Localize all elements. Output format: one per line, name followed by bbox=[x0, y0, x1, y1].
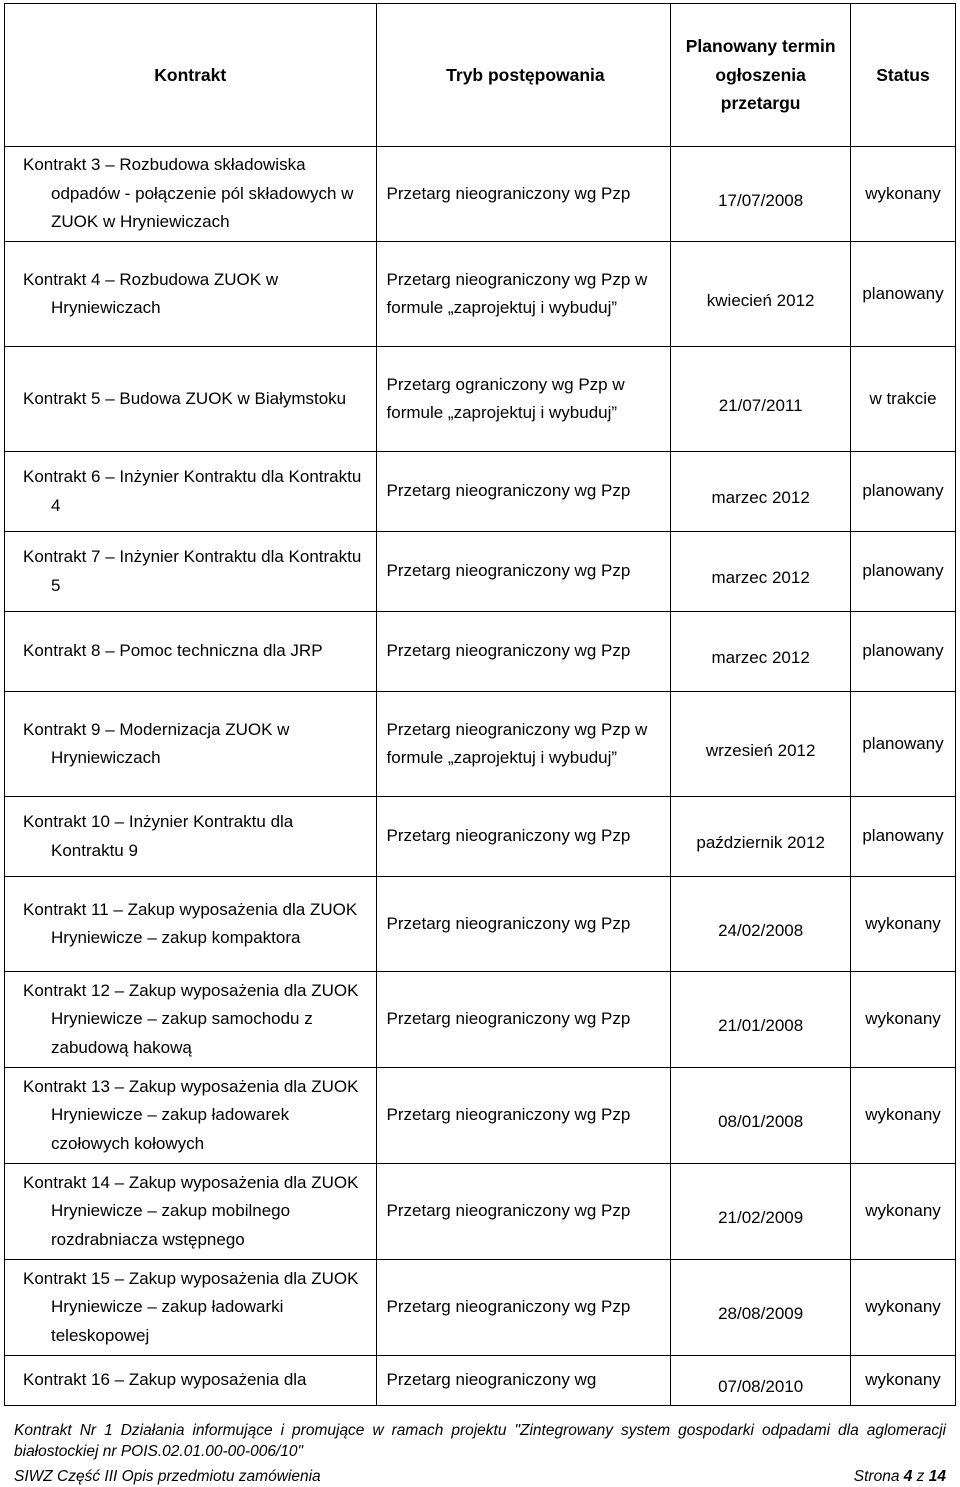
cell-kontrakt: Kontrakt 5 – Budowa ZUOK w Białymstoku bbox=[5, 347, 377, 452]
cell-termin: 21/07/2011 bbox=[671, 347, 851, 452]
cell-tryb: Przetarg nieograniczony wg Pzp bbox=[376, 1260, 671, 1356]
cell-tryb: Przetarg nieograniczony wg Pzp bbox=[376, 532, 671, 612]
table-row bbox=[5, 1356, 956, 1406]
cell-tryb: Przetarg nieograniczony wg Pzp bbox=[376, 612, 671, 692]
table-row bbox=[5, 147, 956, 242]
table-row bbox=[5, 532, 956, 612]
cell-kontrakt: Kontrakt 9 – Modernizacja ZUOK w Hryniewiczach bbox=[5, 692, 377, 797]
cell-termin: 07/08/2010 bbox=[671, 1356, 851, 1406]
cell-tryb: Przetarg nieograniczony wg Pzp bbox=[376, 1164, 671, 1260]
cell-status: wykonany bbox=[850, 147, 955, 242]
table-row bbox=[5, 452, 956, 532]
cell-status: planowany bbox=[850, 797, 955, 877]
cell-termin: 21/02/2009 bbox=[671, 1164, 851, 1260]
cell-termin: 17/07/2008 bbox=[671, 147, 851, 242]
cell-kontrakt: Kontrakt 11 – Zakup wyposażenia dla ZUOK Hryniewicze – zakup kompaktora bbox=[5, 877, 377, 972]
table-row bbox=[5, 877, 956, 972]
cell-termin: wrzesień 2012 bbox=[671, 692, 851, 797]
header-tryb: Tryb postępowania bbox=[376, 4, 671, 147]
cell-tryb: Przetarg nieograniczony wg Pzp bbox=[376, 972, 671, 1068]
page-number bbox=[854, 1466, 946, 1487]
table-row bbox=[5, 347, 956, 452]
cell-status: wykonany bbox=[850, 1260, 955, 1356]
cell-kontrakt: Kontrakt 4 – Rozbudowa ZUOK w Hryniewiczach bbox=[5, 242, 377, 347]
table-row bbox=[5, 797, 956, 877]
cell-status: planowany bbox=[850, 532, 955, 612]
table-row bbox=[5, 612, 956, 692]
table-row bbox=[5, 972, 956, 1068]
header-status: Status bbox=[850, 4, 955, 147]
cell-kontrakt: Kontrakt 8 – Pomoc techniczna dla JRP bbox=[5, 612, 377, 692]
cell-status: wykonany bbox=[850, 877, 955, 972]
cell-tryb: Przetarg nieograniczony wg Pzp w formule „zaprojektuj i wybuduj” bbox=[376, 242, 671, 347]
cell-status: wykonany bbox=[850, 1164, 955, 1260]
cell-status: planowany bbox=[850, 692, 955, 797]
cell-kontrakt: Kontrakt 13 – Zakup wyposażenia dla ZUOK Hryniewicze – zakup ładowarek czołowych kołowych bbox=[5, 1068, 377, 1164]
table-row bbox=[5, 1260, 956, 1356]
header-kontrakt: Kontrakt bbox=[5, 4, 377, 147]
footer-bottom bbox=[14, 1466, 946, 1487]
cell-termin: październik 2012 bbox=[671, 797, 851, 877]
table-header-row bbox=[5, 4, 956, 147]
table-row bbox=[5, 242, 956, 347]
cell-kontrakt: Kontrakt 16 – Zakup wyposażenia dla bbox=[5, 1356, 377, 1406]
page-current: 4 bbox=[903, 1468, 913, 1485]
cell-kontrakt: Kontrakt 3 – Rozbudowa składowiska odpadów - połączenie pól składowych w ZUOK w Hryniewiczach bbox=[5, 147, 377, 242]
cell-tryb: Przetarg nieograniczony wg Pzp bbox=[376, 877, 671, 972]
cell-termin: 08/01/2008 bbox=[671, 1068, 851, 1164]
page-total: 14 bbox=[928, 1468, 946, 1485]
table-row bbox=[5, 1068, 956, 1164]
cell-kontrakt: Kontrakt 10 – Inżynier Kontraktu dla Kontraktu 9 bbox=[5, 797, 377, 877]
cell-tryb: Przetarg nieograniczony wg bbox=[376, 1356, 671, 1406]
header-termin: Planowany termin ogłoszenia przetargu bbox=[671, 4, 851, 147]
cell-tryb: Przetarg nieograniczony wg Pzp bbox=[376, 797, 671, 877]
cell-tryb: Przetarg ograniczony wg Pzp w formule „zaprojektuj i wybuduj” bbox=[376, 347, 671, 452]
table-row bbox=[5, 692, 956, 797]
footer-doc-name: SIWZ Część III Opis przedmiotu zamówienia bbox=[14, 1468, 321, 1485]
cell-status: w trakcie bbox=[850, 347, 955, 452]
cell-kontrakt: Kontrakt 14 – Zakup wyposażenia dla ZUOK Hryniewicze – zakup mobilnego rozdrabniacza wstępnego bbox=[5, 1164, 377, 1260]
cell-kontrakt: Kontrakt 12 – Zakup wyposażenia dla ZUOK Hryniewicze – zakup samochodu z zabudową hakową bbox=[5, 972, 377, 1068]
cell-status: wykonany bbox=[850, 972, 955, 1068]
cell-status: planowany bbox=[850, 242, 955, 347]
cell-termin: 28/08/2009 bbox=[671, 1260, 851, 1356]
cell-kontrakt: Kontrakt 15 – Zakup wyposażenia dla ZUOK Hryniewicze – zakup ładowarki teleskopowej bbox=[5, 1260, 377, 1356]
page-prefix: Strona bbox=[853, 1468, 904, 1485]
cell-kontrakt: Kontrakt 7 – Inżynier Kontraktu dla Kontraktu 5 bbox=[5, 532, 377, 612]
page-sep: z bbox=[912, 1468, 929, 1485]
contracts-table-wrap bbox=[4, 3, 956, 1406]
cell-tryb: Przetarg nieograniczony wg Pzp bbox=[376, 452, 671, 532]
cell-termin: 21/01/2008 bbox=[671, 972, 851, 1068]
cell-tryb: Przetarg nieograniczony wg Pzp w formule „zaprojektuj i wybuduj” bbox=[376, 692, 671, 797]
cell-kontrakt: Kontrakt 6 – Inżynier Kontraktu dla Kontraktu 4 bbox=[5, 452, 377, 532]
cell-status: wykonany bbox=[850, 1068, 955, 1164]
cell-termin: 24/02/2008 bbox=[671, 877, 851, 972]
cell-termin: marzec 2012 bbox=[671, 532, 851, 612]
cell-status: wykonany bbox=[850, 1356, 955, 1406]
cell-tryb: Przetarg nieograniczony wg Pzp bbox=[376, 147, 671, 242]
table-row bbox=[5, 1164, 956, 1260]
contracts-table bbox=[4, 3, 956, 1406]
cell-status: planowany bbox=[850, 612, 955, 692]
cell-termin: kwiecień 2012 bbox=[671, 242, 851, 347]
footer-project-title: Kontrakt Nr 1 Działania informujące i promujące w ramach projektu "Zintegrowany system gospodarki odpadami dla aglomeracji białostockiej nr POIS.02.01.00-00-006/10" bbox=[14, 1422, 946, 1460]
cell-tryb: Przetarg nieograniczony wg Pzp bbox=[376, 1068, 671, 1164]
cell-termin: marzec 2012 bbox=[671, 452, 851, 532]
cell-termin: marzec 2012 bbox=[671, 612, 851, 692]
cell-status: planowany bbox=[850, 452, 955, 532]
